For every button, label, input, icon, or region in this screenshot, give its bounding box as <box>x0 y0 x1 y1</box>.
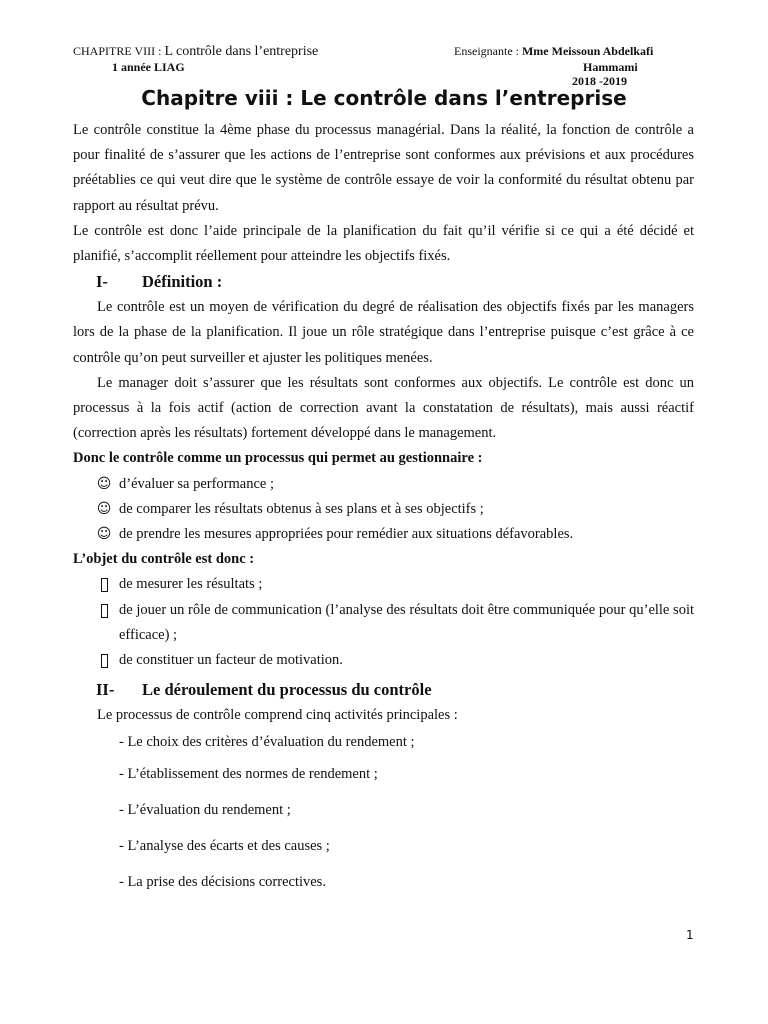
section-1-title: Définition : <box>142 272 223 292</box>
intro-paragraph-2: Le contrôle est donc l’aide principale de la planification du fait qu’il vérifie si ce qui a été décidé et planifié, s’accomplit réellement pour atteindre les objectifs fixés. <box>73 222 694 265</box>
header-teacher-name: Mme Meissoun Abdelkafi <box>521 44 654 58</box>
list-item <box>73 572 694 597</box>
header-teacher-cont <box>583 60 638 74</box>
list-item <box>73 522 694 547</box>
list1-lead: Donc le contrôle comme un processus qui permet au gestionnaire : <box>73 450 483 467</box>
benefits-list <box>73 472 694 548</box>
list-item: - Le choix des critères d’évaluation du rendement ; <box>119 734 415 751</box>
smiley-icon: ☺ <box>96 475 112 492</box>
document-body <box>73 118 694 900</box>
header-class <box>112 60 185 74</box>
list-item: - L’établissement des normes de rendement ; <box>119 766 378 783</box>
section-1-heading <box>73 269 694 295</box>
header-teacher-name-cont: Hammami <box>583 60 638 74</box>
list-item: - L’analyse des écarts et des causes ; <box>119 838 330 855</box>
section-2-heading <box>73 677 694 703</box>
header-chapter-name: L contrôle dans l’entreprise <box>164 44 319 59</box>
definition-paragraph-1: Le contrôle est un moyen de vérification du degré de réalisation des objectifs fixés par les managers lors de la phase de la planification. Il joue un rôle stratégique dans l’entreprise puisque c’est grâce à ce contrôle qu’on peut surveiller et ajuster les politiques menées. <box>73 299 694 366</box>
smiley-icon: ☺ <box>96 500 112 517</box>
header-class-label: 1 année LIAG <box>112 60 185 74</box>
smiley-icon: ☺ <box>96 526 112 543</box>
header-teacher <box>454 44 653 58</box>
list-item <box>73 648 694 673</box>
box-bullet-icon <box>95 648 113 677</box>
list-item <box>73 497 694 522</box>
page-number: 1 <box>686 928 694 942</box>
list-item-text: d’évaluer sa performance ; <box>119 475 274 492</box>
section-1-number: I- <box>96 272 108 292</box>
header-year-text: 2018 -2019 <box>572 74 627 88</box>
list-item <box>73 472 694 497</box>
list-item-text: de comparer les résultats obtenus à ses plans et à ses objectifs ; <box>119 500 484 517</box>
header-teacher-prefix: Enseignante : <box>454 44 522 58</box>
list-item-text: de constituer un facteur de motivation. <box>119 652 343 669</box>
box-bullet-icon <box>95 598 113 627</box>
definition-paragraph-2: Le manager doit s’assurer que les résultats sont conformes aux objectifs. Le contrôle est donc un processus à la fois actif (action de correction avant la constatation de résultats), mais aussi réactif (correction après les résultats) fortement développé dans le management. <box>73 374 694 442</box>
header-chapter-prefix: CHAPITRE VIII : <box>73 44 165 58</box>
intro-paragraph-1: Le contrôle constitue la 4ème phase du processus managérial. Dans la réalité, la fonction de contrôle a pour finalité de s’assurer que les actions de l’entreprise sont conformes aux prévisions et aux procédures préétablies ce qui veut dire que le système de contrôle essaye de voir la conformité du résultat obtenu par rapport au résultat prévu. <box>73 122 694 214</box>
list-item: - L’évaluation du rendement ; <box>119 802 291 819</box>
list-item-text: de prendre les mesures appropriées pour remédier aux situations défavorables. <box>119 526 574 543</box>
objects-list <box>73 572 694 673</box>
page-title: Chapitre viii : Le contrôle dans l’entreprise <box>141 86 627 110</box>
header-chapter <box>73 44 318 59</box>
section-2-title: Le déroulement du processus du contrôle <box>142 680 432 700</box>
list-item: - La prise des décisions correctives. <box>119 874 326 891</box>
process-intro: Le processus de contrôle comprend cinq activités principales : <box>97 707 458 724</box>
list-item-text: de jouer un rôle de communication (l’analyse des résultats doit être communiquée pour qu’elle soit efficace) ; <box>119 601 694 643</box>
process-steps-list <box>73 728 694 900</box>
section-2-number: II- <box>96 680 115 700</box>
list-item <box>73 598 694 648</box>
list-item-text: de mesurer les résultats ; <box>119 576 263 593</box>
list2-lead: L’objet du contrôle est donc : <box>73 551 255 568</box>
